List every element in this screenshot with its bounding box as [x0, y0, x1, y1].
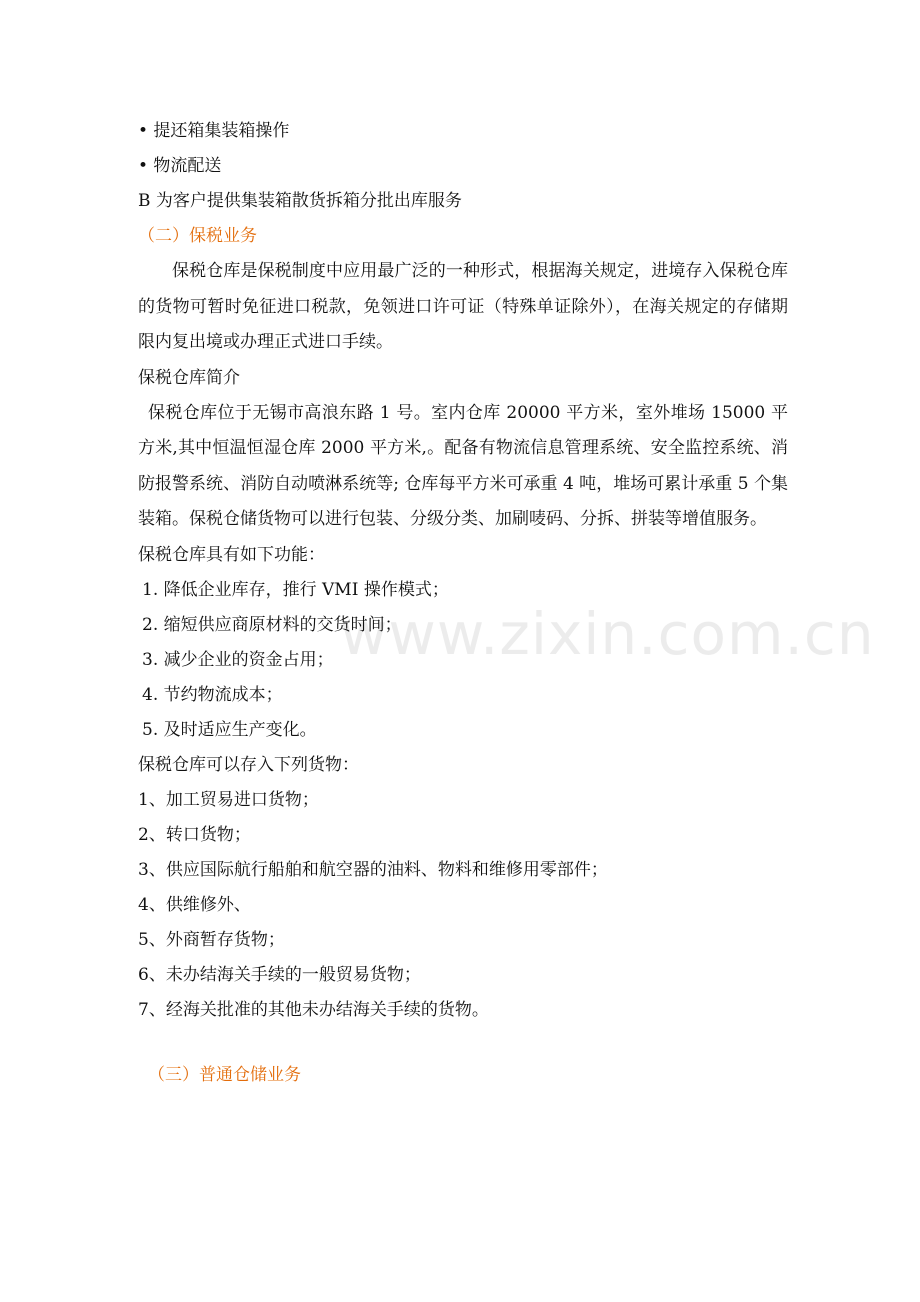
function-item: 2. 缩短供应商原材料的交货时间； [142, 614, 402, 635]
goods-item: 2、转口货物； [138, 824, 251, 845]
section-heading-general: （三）普通仓储业务 [148, 1064, 301, 1085]
function-item: 3. 减少企业的资金占用； [142, 649, 334, 670]
goods-item: 7、经海关批准的其他未办结海关手续的货物。 [138, 999, 489, 1020]
intro-paragraph: 保税仓库位于无锡市高浪东路 1 号。室内仓库 20000 平方米，室外堆场 15000 平方米,其中恒温恒湿仓库 2000 平方米,。配备有物流信息管理系统、安全监控系统、消防报警系统、消防自动喷淋系统等; 仓库每平方米可承重 4 吨，堆场可累计承重 5 个集装箱。保税仓储货物可以进行包装、分级分类、加刷唛码、分拆、拼装等增值服务。 [138, 402, 788, 529]
spacer [138, 1028, 788, 1058]
goods-title: 保税仓库可以存入下列货物： [138, 754, 359, 775]
text-line: B 为客户提供集装箱散货拆箱分批出库服务 [138, 191, 462, 211]
function-item: 1. 降低企业库存，推行 VMI 操作模式； [142, 579, 449, 600]
goods-item: 1、加工贸易进口货物； [138, 789, 319, 810]
functions-title: 保税仓库具有如下功能： [138, 544, 325, 565]
document-body [138, 114, 788, 1093]
function-item: 4. 节约物流成本； [142, 684, 283, 705]
function-item: 5. 及时适应生产变化。 [142, 719, 317, 740]
bullet-line: • 物流配送 [138, 156, 222, 176]
goods-item: 4、供维修外、 [138, 894, 251, 915]
goods-item: 3、供应国际航行船舶和航空器的油料、物料和维修用零部件； [138, 859, 608, 880]
section-heading-bonded: （二）保税业务 [138, 226, 257, 246]
watermark: www.zixin.com.cn [340, 600, 875, 668]
goods-item: 6、未办结海关手续的一般贸易货物； [138, 964, 421, 985]
bonded-paragraph: 保税仓库是保税制度中应用最广泛的一种形式，根据海关规定，进境存入保税仓库的货物可暂时免征进口税款，免领进口许可证（特殊单证除外），在海关规定的存储期限内复出境或办理正式进口手续。 [138, 261, 788, 352]
bullet-line: • 提还箱集装箱操作 [138, 121, 290, 141]
goods-item: 5、外商暂存货物； [138, 929, 285, 950]
intro-title: 保税仓库简介 [138, 367, 240, 388]
